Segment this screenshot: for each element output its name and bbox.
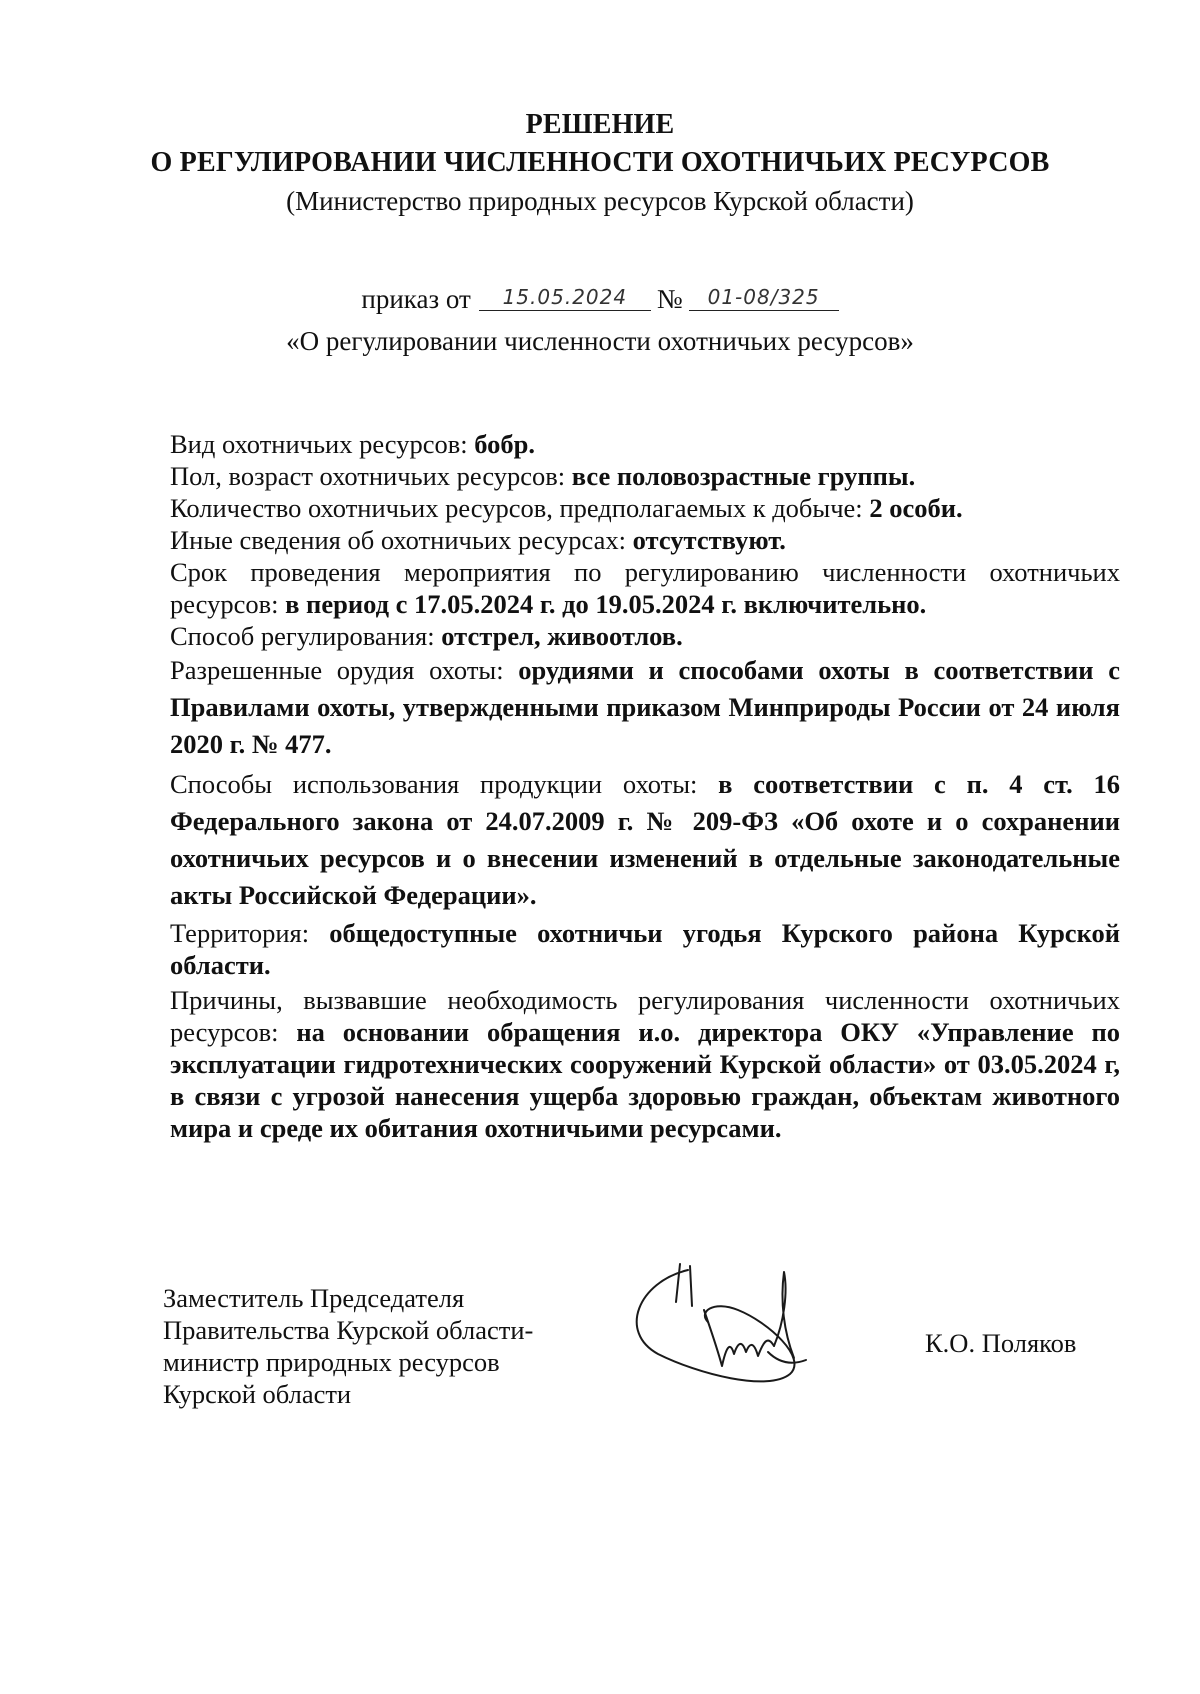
field-territory <box>170 917 1120 981</box>
field-species <box>170 428 1120 460</box>
field-method <box>170 620 1120 652</box>
field-value: отстрел, живоотлов. <box>441 621 683 651</box>
field-value: 2 особи. <box>869 493 963 523</box>
field-label: Пол, возраст охотничьих ресурсов: <box>170 461 566 491</box>
field-value: бобр. <box>474 429 535 459</box>
field-value: в соответствии с п. 4 ст. 16 Федерального закона от 24.07.2009 г. № 209-ФЗ «Об охоте и о сохранении охотничьих ресурсов и о внесении изменений в отдельные законодательные акты Российской Федерации». <box>170 769 1120 910</box>
order-prefix: приказ от <box>361 284 471 314</box>
issuing-authority: (Министерство природных ресурсов Курской области) <box>286 186 914 216</box>
order-number-field <box>689 282 839 311</box>
field-quantity <box>170 492 1120 524</box>
document-title-subject: О РЕГУЛИРОВАНИИ ЧИСЛЕННОСТИ ОХОТНИЧЬИХ РЕСУРСОВ <box>150 147 1050 178</box>
field-other-info <box>170 524 1120 556</box>
position-line: Курской области <box>163 1379 352 1409</box>
order-reference <box>0 282 1200 316</box>
field-label: Разрешенные орудия охоты: <box>170 655 504 685</box>
position-line: Заместитель Председателя <box>163 1283 465 1313</box>
position-line: Правительства Курской области- <box>163 1315 534 1345</box>
order-date: 15.05.2024 <box>502 285 628 309</box>
field-value: отсутствуют. <box>632 525 786 555</box>
decision-body <box>170 428 1120 1144</box>
field-label: Вид охотничьих ресурсов: <box>170 429 468 459</box>
field-value: орудиями и способами охоты в соответствии с Правилами охоты, утвержденными приказом Минприроды России от 24 июля 2020 г. № 477. <box>170 655 1120 759</box>
field-product-use <box>170 766 1120 914</box>
field-value: все половозрастные группы. <box>571 461 916 491</box>
handwritten-signature <box>618 1262 868 1422</box>
field-reasons <box>170 984 1120 1144</box>
field-value: в период с 17.05.2024 г. до 19.05.2024 г. включительно. <box>285 589 927 619</box>
order-number: 01-08/325 <box>707 285 820 309</box>
signatory-position <box>163 1282 533 1410</box>
field-value: общедоступные охотничьи угодья Курского района Курской области. <box>170 918 1121 980</box>
field-tools <box>170 652 1120 763</box>
field-label: Причины, вызвавшие необходимость регулирования численности охотничьих ресурсов: <box>170 985 1120 1047</box>
field-label: Количество охотничьих ресурсов, предполагаемых к добыче: <box>170 493 863 523</box>
field-period <box>170 556 1120 620</box>
field-label: Способы использования продукции охоты: <box>170 769 698 799</box>
order-number-label: № <box>656 284 683 314</box>
order-date-field <box>479 282 651 311</box>
field-label: Территория: <box>170 918 310 948</box>
field-sex-age <box>170 460 1120 492</box>
field-value: на основании обращения и.о. директора ОКУ «Управление по эксплуатации гидротехнических сооружений Курской области» от 03.05.2024 г, в связи с угрозой нанесения ущерба здоровью граждан, объектам животного мира и среде их обитания охотничьими ресурсами. <box>170 1017 1120 1143</box>
position-line: министр природных ресурсов <box>163 1347 500 1377</box>
field-label: Способ регулирования: <box>170 621 435 651</box>
field-label: Срок проведения мероприятия по регулированию численности охотничьих ресурсов: <box>170 557 1120 619</box>
order-name: «О регулировании численности охотничьих ресурсов» <box>286 326 914 356</box>
signer-name: К.О. Поляков <box>925 1328 1077 1358</box>
field-label: Иные сведения об охотничьих ресурсах: <box>170 525 627 555</box>
document-title: РЕШЕНИЕ <box>525 109 675 140</box>
